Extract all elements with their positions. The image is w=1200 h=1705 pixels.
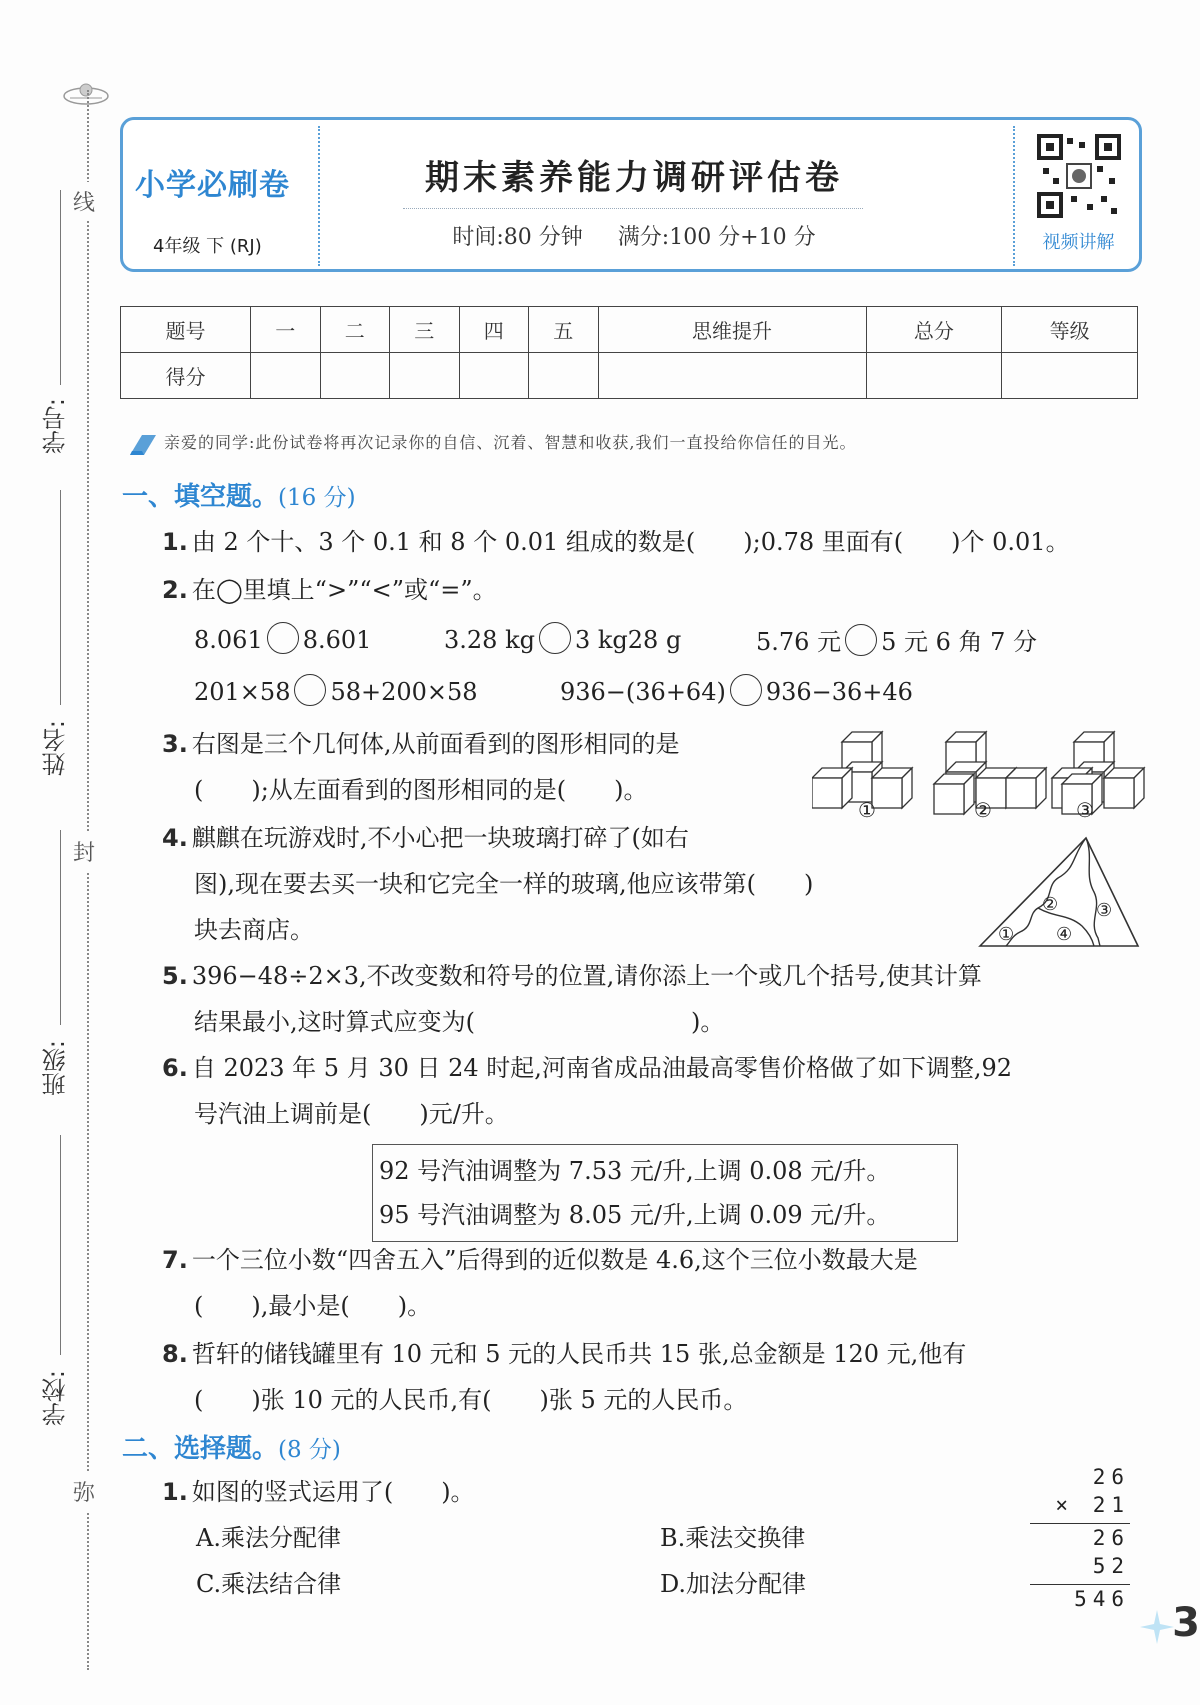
exam-time: 时间:80 分钟: [452, 225, 583, 250]
question-number: 2.: [162, 576, 188, 604]
compare-right: 5 元 6 角 7 分: [881, 628, 1038, 656]
calc-multiplier: × 21: [1055, 1493, 1130, 1517]
score-table-row-label: 得分: [121, 353, 251, 399]
exam-meta: [123, 220, 1145, 251]
cut-mark-mi: 弥: [73, 1472, 95, 1511]
compare-right: 8.601: [302, 626, 372, 654]
question-4-line2[interactable]: 图),现在要去买一块和它完全一样的玻璃,他应该带第( ): [194, 870, 814, 898]
compare-right: 3 kg28 g: [574, 626, 682, 654]
question-4: [162, 818, 689, 853]
greeting: [128, 430, 856, 457]
option-d[interactable]: D.加法分配律: [660, 1570, 807, 1598]
score-table-header-row: [121, 307, 1138, 353]
glass-piece-2: ②: [1042, 894, 1059, 915]
compare-item-a: [194, 622, 371, 654]
question-7-line2[interactable]: ( ),最小是( )。: [194, 1292, 432, 1320]
exam-header: [120, 117, 1142, 272]
calc-partial-1: 26: [1092, 1526, 1130, 1550]
question-number: 6.: [162, 1054, 188, 1082]
option-b[interactable]: B.乘法交换律: [660, 1524, 806, 1552]
question-number: 1.: [162, 528, 188, 556]
binding-dotted-line: [87, 90, 89, 1670]
compare-circle[interactable]: [845, 624, 877, 656]
solid-label-1: ①: [858, 798, 876, 822]
compare-right: 936−36+46: [765, 678, 913, 706]
student-school-line[interactable]: [60, 1135, 61, 1355]
compare-left: 936−(36+64): [560, 678, 726, 706]
compare-left: 5.76 元: [756, 628, 842, 656]
grade-label: 4年级 下 (RJ): [153, 236, 262, 257]
question-number: 4.: [162, 824, 188, 852]
cut-mark-xian: 线: [73, 182, 95, 221]
compare-circle[interactable]: [294, 674, 326, 706]
question-6-line2[interactable]: 号汽油上调前是( )元/升。: [194, 1100, 509, 1128]
exam-full-score: 满分:100 分+10 分: [617, 225, 816, 250]
option-a[interactable]: A.乘法分配律: [196, 1524, 341, 1552]
calc-partial-2: 52: [1092, 1554, 1130, 1578]
question-number: 3.: [162, 730, 188, 758]
question-text: 麒麒在玩游戏时,不小心把一块玻璃打碎了(如右: [191, 824, 689, 852]
question-text: 396−48÷2×3,不改变数和符号的位置,请你添上一个或几个括号,使其计算: [191, 962, 982, 990]
price-info-92: 92 号汽油调整为 7.53 元/升,上调 0.08 元/升。: [379, 1157, 891, 1185]
option-c[interactable]: C.乘法结合律: [196, 1570, 342, 1598]
calc-rule: [1030, 1523, 1130, 1524]
compare-left: 3.28 kg: [444, 626, 535, 654]
question-3-line2[interactable]: ( );从左面看到的图形相同的是( )。: [194, 776, 648, 804]
question-text[interactable]: 如图的竖式运用了( )。: [191, 1478, 475, 1506]
price-info-box: [372, 1144, 958, 1242]
exam-title: 期末素养能力调研评估卷: [425, 158, 843, 198]
question-number: 5.: [162, 962, 188, 990]
score-cell[interactable]: [320, 353, 390, 399]
question-8-line2[interactable]: ( )张 10 元的人民币,有( )张 5 元的人民币。: [194, 1386, 748, 1414]
question-number: 7.: [162, 1246, 188, 1274]
compare-circle[interactable]: [267, 622, 299, 654]
price-info-95: 95 号汽油调整为 8.05 元/升,上调 0.09 元/升。: [379, 1201, 891, 1229]
question-1: [162, 522, 1070, 557]
choice-question-1: [162, 1472, 475, 1507]
compare-circle[interactable]: [539, 622, 571, 654]
title-rule: [403, 208, 863, 209]
score-cell[interactable]: [866, 353, 1002, 399]
student-school-label: 学校:: [42, 1370, 70, 1427]
question-text: 一个三位小数“四舍五入”后得到的近似数是 4.6,这个三位小数最大是: [191, 1246, 918, 1274]
question-text: 右图是三个几何体,从前面看到的图形相同的是: [191, 730, 680, 758]
binding-margin: [0, 0, 120, 1705]
solid-1: [812, 732, 912, 808]
question-number: 1.: [162, 1478, 188, 1506]
compare-right: 58+200×58: [330, 678, 478, 706]
compare-item-c: [756, 622, 1037, 657]
student-name-label: 姓名:: [42, 720, 70, 777]
score-table-col: 四: [459, 307, 529, 353]
question-6: [162, 1048, 1012, 1083]
solid-label-2: ②: [974, 798, 992, 822]
emblem-icon: [60, 78, 112, 108]
student-id-label: 学号:: [42, 398, 70, 455]
question-text: 哲轩的储钱罐里有 10 元和 5 元的人民币共 15 张,总金额是 120 元,他有: [191, 1340, 967, 1368]
glass-piece-4: ④: [1056, 924, 1073, 945]
qr-code-icon[interactable]: [1037, 134, 1121, 218]
solid-3: [1052, 732, 1144, 814]
section-points: (8 分): [278, 1437, 341, 1463]
video-explain-label[interactable]: 视频讲解: [1042, 232, 1115, 253]
glass-piece-1: ①: [998, 924, 1015, 945]
compare-left: 201×58: [194, 678, 291, 706]
section-multiple-choice: [122, 1428, 341, 1465]
score-table-col: 等级: [1002, 307, 1138, 353]
score-cell[interactable]: [1002, 353, 1138, 399]
vertical-multiplication: [1030, 1465, 1130, 1615]
question-5: [162, 956, 982, 991]
calc-rule: [1030, 1584, 1130, 1585]
question-text: 在◯里填上“>”“<”或“=”。: [191, 576, 497, 604]
score-table-col: 五: [529, 307, 599, 353]
section-fill-in: [122, 476, 356, 513]
score-table-col: 总分: [866, 307, 1002, 353]
student-id-line[interactable]: [60, 190, 61, 385]
question-3: [162, 724, 679, 759]
score-table-col: 思维提升: [598, 307, 866, 353]
compare-item-e: [560, 674, 913, 706]
question-text: 自 2023 年 5 月 30 日 24 时起,河南省成品油最高零售价格做了如下调整,92: [191, 1054, 1013, 1082]
section-title: 一、填空题。: [122, 482, 279, 512]
score-table-col: 二: [320, 307, 390, 353]
page-number: 3: [1172, 1600, 1200, 1646]
question-text[interactable]: 由 2 个十、3 个 0.1 和 8 个 0.01 组成的数是( );0.78 里面有( )个 0.01。: [191, 528, 1070, 556]
score-cell[interactable]: [459, 353, 529, 399]
header-divider-right: [1013, 126, 1015, 266]
calc-product: 546: [1074, 1587, 1130, 1611]
compare-item-d: [194, 674, 478, 706]
question-8: [162, 1334, 966, 1369]
section-title: 二、选择题。: [122, 1434, 279, 1464]
student-class-label: 班级:: [42, 1040, 70, 1097]
question-number: 8.: [162, 1340, 188, 1368]
greeting-text: 亲爱的同学:此份试卷将再次记录你的自信、沉着、智慧和收获,我们一直投给你信任的目光。: [164, 433, 857, 452]
question-4-line3: 块去商店。: [194, 916, 314, 944]
score-cell[interactable]: [251, 353, 321, 399]
glass-piece-3: ③: [1096, 900, 1113, 921]
compare-item-b: [444, 622, 681, 654]
sparkle-icon: [1140, 1610, 1174, 1644]
question-5-line2[interactable]: 结果最小,这时算式应变为( )。: [194, 1008, 725, 1036]
book-icon: [128, 431, 158, 457]
score-table-score-row: [121, 353, 1138, 399]
compare-left: 8.061: [194, 626, 263, 654]
score-cell[interactable]: [598, 353, 866, 399]
student-class-line[interactable]: [60, 830, 61, 1025]
section-points: (16 分): [278, 485, 356, 511]
score-table: [120, 306, 1138, 399]
compare-circle[interactable]: [730, 674, 762, 706]
score-table-row-label: 题号: [121, 307, 251, 353]
score-table-col: 三: [390, 307, 460, 353]
score-cell[interactable]: [529, 353, 599, 399]
score-table-col: 一: [251, 307, 321, 353]
brand-logo: 小学必刷卷: [135, 168, 290, 203]
score-cell[interactable]: [390, 353, 460, 399]
question-2: [162, 570, 497, 605]
calc-multiplicand: 26: [1092, 1465, 1130, 1489]
solid-label-3: ③: [1076, 798, 1094, 822]
cut-mark-feng: 封: [73, 832, 95, 871]
question-7: [162, 1240, 918, 1275]
student-name-line[interactable]: [60, 490, 61, 705]
